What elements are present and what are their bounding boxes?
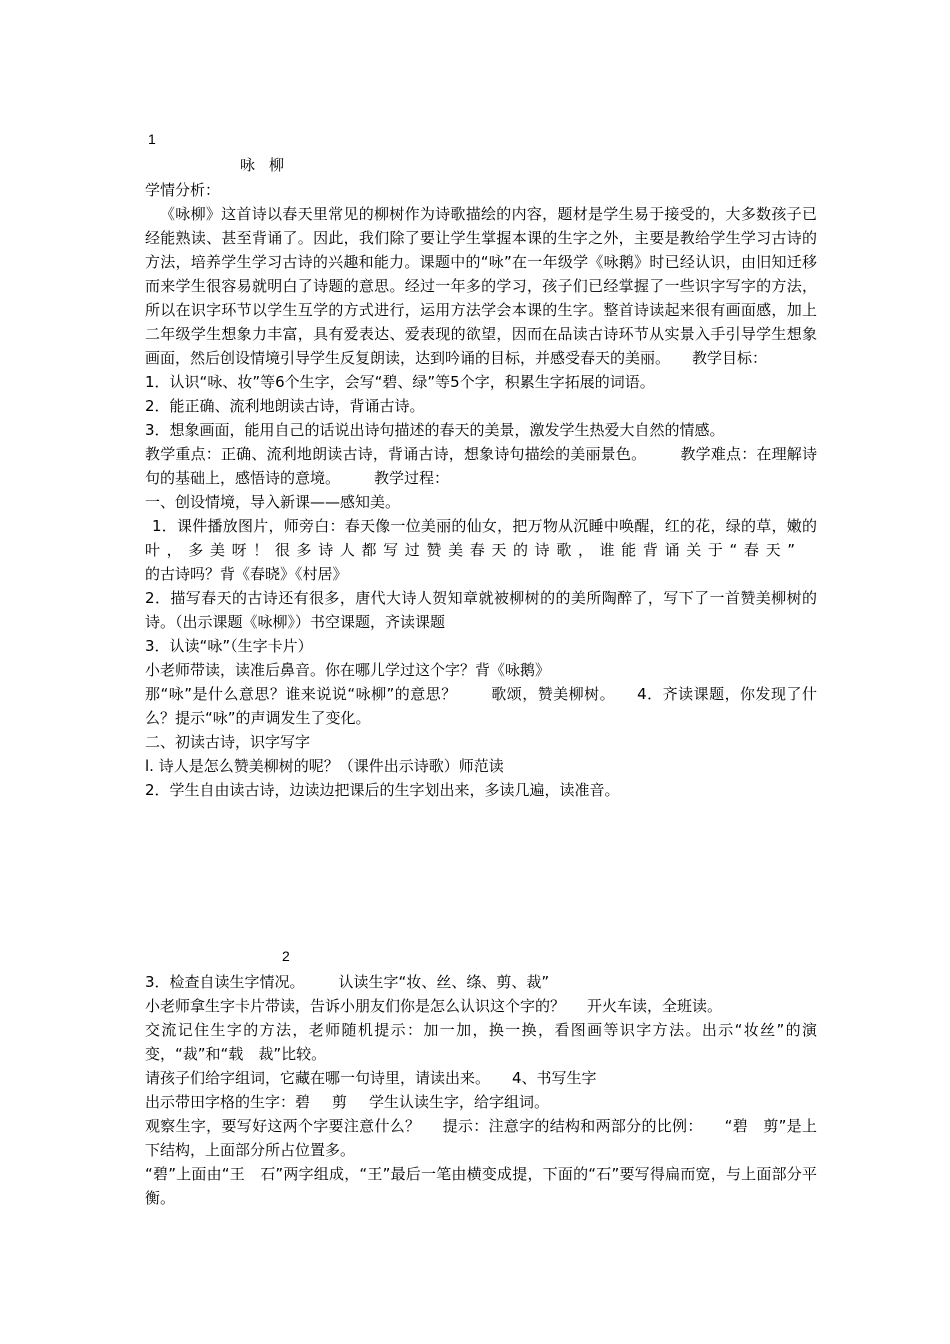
p2-line1 xyxy=(145,970,817,994)
step1-item3b-text: 那“咏”是什么意思？谁来说说“咏柳”的意思？ xyxy=(145,685,457,703)
goal-1: 1．认识“咏、妆”等6个生字，会写“碧、绿”等5个字，积累生字拓展的词语。 xyxy=(145,373,655,391)
step1-item3b xyxy=(145,682,817,730)
difficulty-label: 教学难点： xyxy=(680,445,757,463)
page-number-2: 2 xyxy=(282,948,290,964)
p2-line5 xyxy=(145,1090,817,1114)
step1-item3c-text: 歌颂，赞美柳树。 xyxy=(490,685,616,703)
p2-line3: 交流记住生字的方法，老师随机提示：加一加，换一换，看图画等识字方法。出示“妆丝”的演变，“裁”和“载 裁”比较。 xyxy=(145,1021,817,1063)
p2-line6b: 提示：注意字的结构和两部分的比例： xyxy=(442,1117,703,1135)
p2-line4b: 4、书写生字 xyxy=(512,1069,597,1087)
section-analysis-heading: 学情分析： xyxy=(145,181,221,199)
step1-item1-text: 1．课件播放图片，师旁白：春天像一位美丽的仙女，把万物从沉睡中唤醒，红的花，绿的草，嫩的叶，多美呀！很多诗人都写过赞美春天的诗歌，谁能背诵关于“春天” xyxy=(145,517,817,559)
analysis-text: 《咏柳》这首诗以春天里常见的柳树作为诗歌描绘的内容，题材是学生易于接受的，大多数孩子已经能熟读、甚至背诵了。因此，我们除了要让学生掌握本课的生字之外，主要是教给学生学习古诗的方法，培养学生学习古诗的兴趣和能力。课题中的“咏”在一年级学《咏鹅》时已经认识，由旧知迁移而来学生很容易就明白了诗题的意思。经过一年多的学习，孩子们已经掌握了一些识字写字的方法，所以在识字环节以学生互学的方式进行，运用方法学会本课的生字。整首诗读起来很有画面感，加上二年级学生想象力丰富，具有爱表达、爱表现的欲望，因而在品读古诗环节从实景入手引导学生想象画面，然后创设情境引导学生反复朗读，达到吟诵的目标，并感受春天的美丽。 xyxy=(145,205,817,367)
p2-line5b: 剪 xyxy=(332,1093,348,1111)
page-number-1: 1 xyxy=(148,131,156,147)
p2-line5a: 出示带田字格的生字：碧 xyxy=(145,1093,311,1111)
page1-body xyxy=(145,178,817,802)
title-char-1: 咏 xyxy=(240,156,256,174)
p2-line6a: 观察生字，要写好这两个字要注意什么？ xyxy=(145,1117,421,1135)
step1-heading: 一、创设情境，导入新课——感知美。 xyxy=(145,493,401,511)
p2-line2a: 小老师拿生字卡片带读，告诉小朋友们你是怎么认识这个字的？ xyxy=(145,997,566,1015)
lesson-title xyxy=(240,154,284,175)
title-char-2: 柳 xyxy=(269,156,285,174)
goal-2: 2．能正确、流利地朗读古诗，背诵古诗。 xyxy=(145,397,425,415)
p2-line6 xyxy=(145,1114,817,1162)
difficulty-text: 在理解诗句的基础上，感悟诗的意境。 xyxy=(145,445,817,487)
step1-item3a: 小老师带读，读准后鼻音。你在哪儿学过这个字？背《咏鹅》 xyxy=(145,661,551,679)
p2-line2b: 开火车读，全班读。 xyxy=(587,997,723,1015)
step2-item2: 2．学生自由读古诗，边读边把课后的生字划出来，多读几遍，读准音。 xyxy=(145,781,620,799)
step1-item1-text-b: 的古诗吗？背《春晓》《村居》 xyxy=(145,565,348,583)
analysis-paragraph xyxy=(145,202,817,370)
p2-line4a: 请孩子们给字组词，它藏在哪一句诗里，请读出来。 xyxy=(145,1069,491,1087)
step2-heading: 二、初读古诗，识字写字 xyxy=(145,733,311,751)
p2-line1a: 3．检查自读生字情况。 xyxy=(145,973,305,991)
goal-3: 3．想象画面，能用自己的话说出诗句描述的春天的美景，激发学生热爱大自然的情感。 xyxy=(145,421,725,439)
p2-line6c: “碧 剪”是上下结构，上面部分所占位置多。 xyxy=(145,1117,817,1159)
p2-line2 xyxy=(145,994,817,1018)
p2-line1b: 认读生字“妆、丝、绦、剪、裁” xyxy=(338,973,550,991)
p2-line7: “碧”上面由“王 石”两字组成，“王”最后一笔由横变成提，下面的“石”要写得扁而宽，与上面部分平衡。 xyxy=(145,1165,817,1207)
p2-line5c: 学生认读生字，给字组词。 xyxy=(369,1093,550,1111)
key-points-paragraph xyxy=(145,442,817,490)
process-label: 教学过程： xyxy=(374,469,450,487)
step1-item4-text: 4．齐读课题，你发现了什么？提示“咏”的声调发生了变化。 xyxy=(145,685,817,727)
step2-item1: l. 诗人是怎么赞美柳树的呢？（课件出示诗歌）师范读 xyxy=(145,757,504,775)
step1-item3: 3．认读“咏”（生字卡片） xyxy=(145,637,313,655)
step1-item1 xyxy=(145,514,817,586)
goals-label: 教学目标： xyxy=(692,349,768,367)
p2-line4 xyxy=(145,1066,817,1090)
page2-body xyxy=(145,970,817,1210)
step1-item2: 2．描写春天的古诗还有很多，唐代大诗人贺知章就被柳树的的美所陶醉了，写下了一首赞美柳树的诗。（出示课题《咏柳》）书空课题，齐读课题 xyxy=(145,589,817,631)
key-points-text: 教学重点：正确、流利地朗读古诗，背诵古诗，想象诗句描绘的美丽景色。 xyxy=(145,445,647,463)
